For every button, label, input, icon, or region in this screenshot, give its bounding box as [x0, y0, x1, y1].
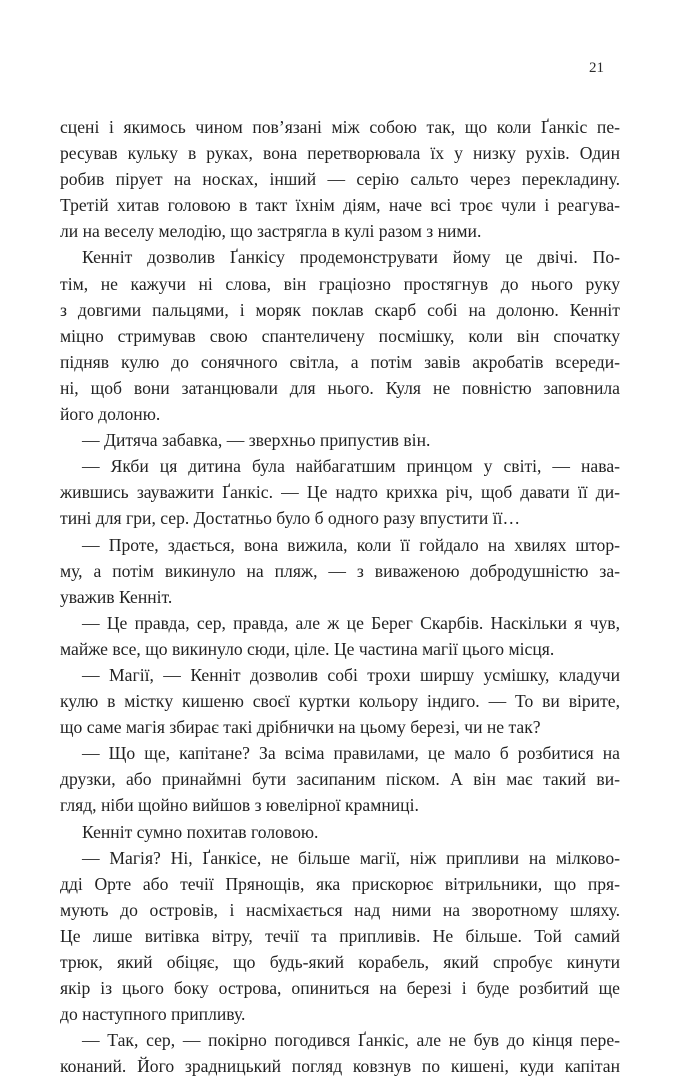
- text-line: сцені і якимось чином пов’язані між собою так, що коли Ґанкіс пе-: [60, 117, 620, 137]
- text-line: Кенніт дозволив Ґанкісу продемонструвати йому це двічі. По-: [82, 247, 620, 268]
- text-line: дді Орте або течії Прянощів, яка прискорює вітрильники, що пря-: [60, 873, 620, 894]
- text-line: Третій хитав головою в такт їхнім діям, наче всі троє чули і реагува-: [60, 195, 620, 216]
- text-line: Це лише витівка вітру, течії та припливів. Не більше. Той самий: [60, 925, 620, 946]
- text-line: з довгими пальцями, і моряк поклав скарб собі на долоню. Кенніт: [60, 299, 620, 320]
- text-line: якір із цього боку острова, опиниться на березі і буде розбитий ще: [60, 978, 620, 999]
- text-line: майже все, що викинуло сюди, ціле. Це частина магії цього місця.: [60, 638, 555, 659]
- text-line: мують до островів, і насміхається над ними на зворотному шляху.: [60, 899, 620, 920]
- text-line: до наступного припливу.: [60, 1004, 246, 1025]
- text-line: уважив Кенніт.: [60, 586, 173, 607]
- text-line: тині для гри, сер. Достатньо було б одного разу впустити її…: [60, 508, 521, 529]
- text-line: — Магії, — Кенніт дозволив собі трохи ширшу усмішку, кладучи: [82, 664, 620, 685]
- text-line: що саме магія збирає такі дрібнички на цьому березі, чи не так?: [60, 717, 541, 738]
- text-line: — Дитяча забавка, — зверхньо припустив він.: [82, 430, 431, 451]
- text-line: — Що ще, капітане? За всіма правилами, це мало б розбитися на: [82, 743, 620, 764]
- text-line: — Так, сер, — покірно погодився Ґанкіс, але не був до кінця пере-: [82, 1030, 620, 1051]
- text-line: му, а потім викинуло на пляж, — з виваженою добродушністю за-: [60, 560, 620, 581]
- text-line: жившись зауважити Ґанкіс. — Це надто крихка річ, щоб давати її ди-: [60, 482, 620, 503]
- text-line: підняв кулю до сонячного світла, а потім завів акробатів всереди-: [60, 351, 620, 372]
- text-line: тім, не кажучи ні слова, він граціозно простягнув до нього руку: [60, 273, 620, 294]
- text-line: друзки, або принаймні бути засипаним піском. А він має такий ви-: [60, 769, 620, 790]
- text-line: — Проте, здається, вона вижила, коли її гойдало на хвилях штор-: [82, 534, 620, 555]
- text-line: ресував кульку в руках, вона перетворювала їх у низку рухів. Один: [60, 143, 620, 164]
- text-line: конаний. Його зрадницький погляд ковзнув по кишені, куди капітан: [60, 1056, 620, 1077]
- text-line: ли на веселу мелодію, що застрягла в кулі разом з ними.: [60, 221, 482, 242]
- text-line: гляд, ніби щойно вийшов з ювелірної крамниці.: [60, 795, 419, 816]
- text-line: — Це правда, сер, правда, але ж це Берег Скарбів. Наскільки я чув,: [82, 612, 620, 633]
- text-line: кулю в місткy кишеню своєї куртки кольору індиго. — То ви вірите,: [60, 691, 620, 712]
- text-line: — Якби ця дитина була найбагатшим принцом у світі, — нава-: [82, 456, 620, 477]
- body-text: [60, 114, 620, 1079]
- text-line: робив пірует на носках, інший — серію сальто через перекладину.: [60, 169, 620, 190]
- text-line: Кенніт сумно похитав головою.: [82, 821, 319, 842]
- text-line: — Магія? Ні, Ґанкісе, не більше магії, ніж припливи на мілково-: [82, 847, 620, 868]
- text-line: трюк, який обіцяє, що будь-який корабель, який спробує кинути: [60, 952, 620, 972]
- text-line: міцно стримував свою спантеличену посмішку, коли він спочатку: [60, 325, 620, 346]
- page-number: 21: [589, 60, 604, 76]
- text-line: його долоню.: [60, 404, 161, 425]
- text-line: ні, щоб вони затанцювали для нього. Куля не повністю заповнила: [60, 377, 620, 398]
